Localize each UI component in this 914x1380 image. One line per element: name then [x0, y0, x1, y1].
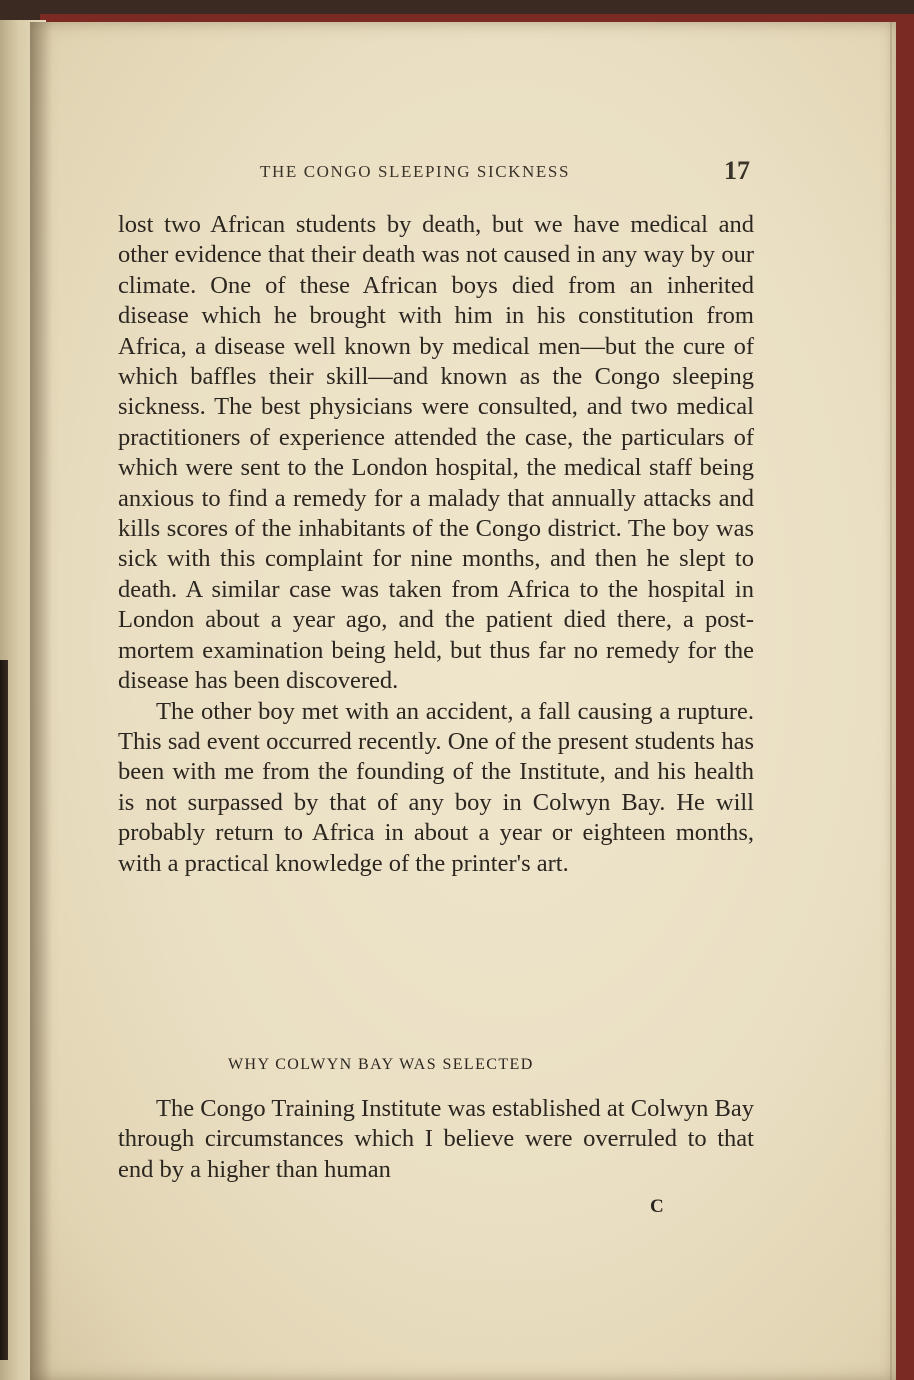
paragraph-1: lost two African students by death, but we have medical and other evidence that their death was not caused in any way by our climate. One of these African boys died from an inherited disease which he brought with him in his constitution from Africa, a disease well known by medical men—but the cure of which baffles their skill—and known as the Congo sleeping sickness. The best physicians were consulted, and two medical practitioners of experience attended the case, the particulars of which were sent to the London hospital, the medical staff being anxious to find a remedy for a malady that annually attacks and kills scores of the inhabitants of the Congo district. The boy was sick with this complaint for nine months, and then he slept to death. A similar case was taken from Africa to the hospital in London about a year ago, and the patient died there, a post-mortem examination being held, but thus far no remedy for the disease has been discovered. [118, 211, 754, 695]
paragraph-3: The Congo Training Institute was established at Colwyn Bay through circumstances which I believe were overruled to that end by a higher than human [118, 1095, 754, 1183]
signature-mark: C [650, 1196, 664, 1217]
running-head [230, 140, 750, 185]
page-number: 17 [724, 156, 750, 185]
paragraph-2: The other boy met with an accident, a fall causing a rupture. This sad event occurred recently. One of the present students has been with me from the founding of the Institute, and his health is not surpassed by that of any boy in Colwyn Bay. He will probably return to Africa in about a year or eighteen months, with a practical knowledge of the printer's art. [118, 697, 754, 877]
section-heading: WHY COLWYN BAY WAS SELECTED [228, 1056, 534, 1073]
spine-binding [0, 660, 8, 1360]
body-text [118, 210, 754, 879]
gutter-shadow [30, 22, 52, 1380]
running-title: THE CONGO SLEEPING SICKNESS [260, 162, 571, 181]
page-edge-line [890, 22, 892, 1380]
